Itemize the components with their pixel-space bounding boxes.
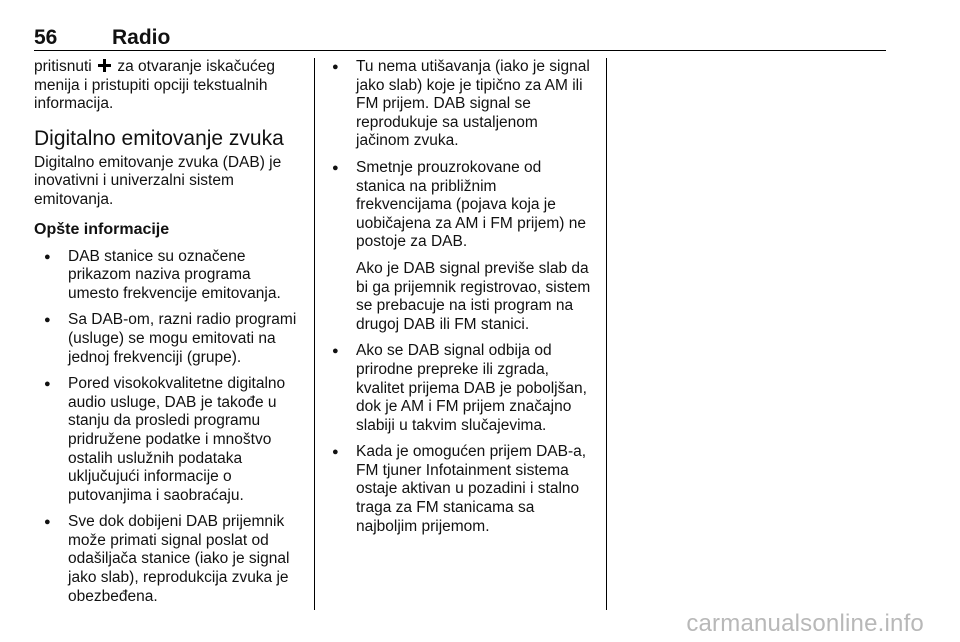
list-item: ● DAB stanice su označene prikazom naziva programa umesto frekvencije emitovanja. bbox=[68, 248, 302, 304]
plus-icon bbox=[98, 59, 111, 72]
page-header bbox=[34, 26, 886, 50]
list-item: ● Kada je omogućen prijem DAB-a, FM tjuner Infotainment sistema ostaje aktivan u pozadini i stalno traga za FM stanicama sa najboljim prijemom. bbox=[356, 443, 594, 536]
dab-features-list bbox=[330, 58, 594, 536]
header-rule bbox=[34, 50, 886, 51]
list-item bbox=[356, 159, 594, 334]
general-info-heading: Opšte informacije bbox=[34, 220, 170, 238]
list-item: ● Tu nema utišavanja (iako je signal jako slab) koje je tipično za AM ili FM prijem. DAB signal se reprodukuje sa ustaljenom jačinom zvuka. bbox=[356, 58, 594, 151]
section-title: Radio bbox=[112, 26, 171, 49]
left-column bbox=[34, 58, 302, 614]
watermark: carmanualsonline.info bbox=[686, 610, 924, 637]
column-divider-right bbox=[606, 58, 607, 610]
column-divider-left bbox=[314, 58, 315, 610]
list-item-note: Ako je DAB signal previše slab da bi ga prijemnik registrovao, sistem se prebacuje na isti program na drugoj DAB ili FM stanici. bbox=[356, 259, 591, 333]
dab-heading: Digitalno emitovanje zvuka bbox=[34, 126, 284, 150]
list-item: ● Ako se DAB signal odbija od prirodne prepreke ili zgrada, kvalitet prijema DAB je poboljšan, dok je AM i FM prijem značajno slabiji u takvim slučajevima. bbox=[356, 342, 594, 435]
list-item-text: ● Smetnje prouzrokovane od stanica na približnim frekvencijama (pojava koja je uobičajena za AM i FM prijem) ne postoje za DAB. bbox=[356, 158, 587, 251]
list-item: ● Pored visokokvalitetne digitalno audio usluge, DAB je takođe u stanju da prosledi programu pridružene podatke i mnoštvo ostalih uslužnih podataka uključujući informacije o putovanjima i saobraćaju. bbox=[68, 375, 302, 505]
intro-paragraph bbox=[34, 58, 302, 114]
intro-after-icon: za otvaranje iskačućeg menija i pristupiti opciji tekstualnih informacija. bbox=[34, 58, 276, 113]
right-column bbox=[330, 58, 594, 544]
intro-before-icon: pritisnuti bbox=[34, 58, 92, 75]
page-number: 56 bbox=[34, 26, 58, 49]
list-item: ● Sa DAB-om, razni radio programi (usluge) se mogu emitovati na jednoj frekvenciji (grupe). bbox=[68, 311, 302, 367]
dab-description: Digitalno emitovanje zvuka (DAB) je inovativni i univerzalni sistem emitovanja. bbox=[34, 153, 282, 208]
list-item: ● Sve dok dobijeni DAB prijemnik može primati signal poslat od odašiljača stanice (iako je signal jako slab), reprodukcija zvuka je obezbeđena. bbox=[68, 513, 302, 606]
general-info-list bbox=[34, 248, 302, 607]
